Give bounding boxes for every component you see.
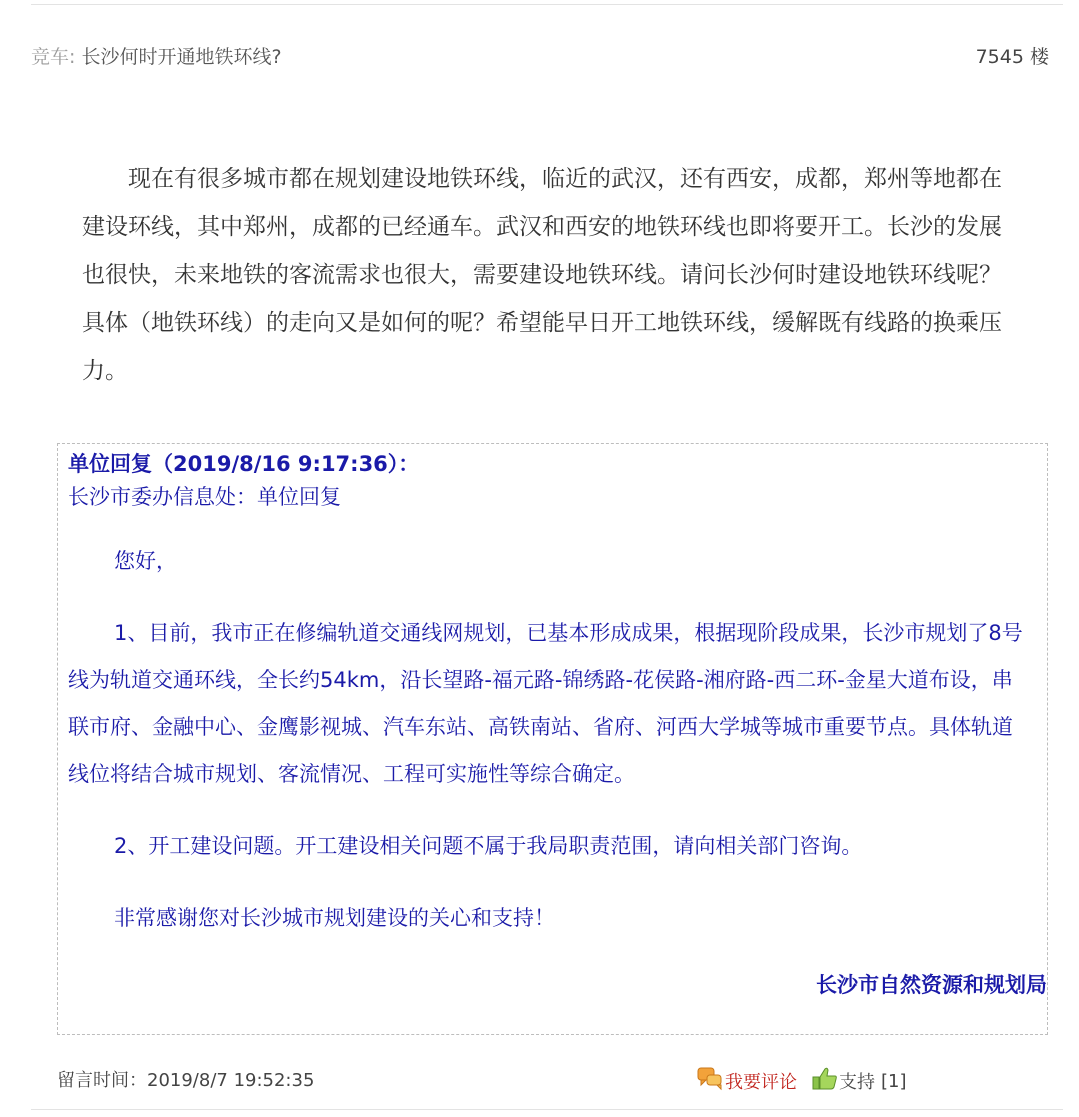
floor-number: 7545 楼 (975, 46, 1049, 68)
message-time-label: 留言时间： (57, 1070, 147, 1091)
reply-thanks: 非常感谢您对长沙城市规划建设的关心和支持！ (114, 906, 555, 930)
reply-point-2: 2、开工建设问题。开工建设相关问题不属于我局职责范围，请向相关部门咨询。 (114, 834, 863, 858)
reply-point-1: 1、目前，我市正在修编轨道交通线网规划，已基本形成成果，根据现阶段成果，长沙市规划了8号线为轨道交通环线，全长约54km，沿长望路-福元路-锦绣路-花侯路-湘府路-西二环-金星大道布设，串联市府、金融中心、金鹰影视城、汽车东站、高铁南站、省府、河西大学城等城市重要节点。具体轨道线位将结合城市规划、客流情况、工程可实施性等综合确定。 (68, 621, 1023, 786)
support-count: [1] (881, 1070, 907, 1092)
message-time (57, 1066, 314, 1096)
top-divider (31, 4, 1063, 5)
reply-department: 长沙市委办信息处：单位回复 (68, 485, 341, 509)
bottom-divider (31, 1109, 1063, 1110)
thumbs-up-icon (811, 1066, 839, 1097)
post-actions (697, 1064, 907, 1098)
reply-greeting: 您好， (114, 549, 177, 573)
reply-signature: 长沙市自然资源和规划局 (816, 973, 1047, 997)
comment-bubble-icon (697, 1066, 725, 1097)
post-title: 长沙何时开通地铁环线? (81, 46, 282, 68)
comment-label: 我要评论 (725, 1072, 797, 1093)
post-header (31, 42, 1049, 72)
support-label: 支持 (839, 1072, 875, 1093)
reply-heading: 单位回复（2019/8/16 9:17:36）： (68, 452, 420, 476)
official-reply-box (57, 443, 1048, 1035)
question-body: 现在有很多城市都在规划建设地铁环线，临近的武汉，还有西安，成都，郑州等地都在建设环线，其中郑州，成都的已经通车。武汉和西安的地铁环线也即将要开工。长沙的发展也很快，未来地铁的客流需求也很大，需要建设地铁环线。请问长沙何时建设地铁环线呢？具体（地铁环线）的走向又是如何的呢？希望能早日开工地铁环线，缓解既有线路的换乘压力。 (82, 166, 1002, 384)
comment-button[interactable] (697, 1066, 797, 1097)
support-button[interactable] (811, 1066, 907, 1097)
post-label: 竞车: (31, 46, 76, 68)
message-time-value: 2019/8/7 19:52:35 (147, 1070, 315, 1091)
